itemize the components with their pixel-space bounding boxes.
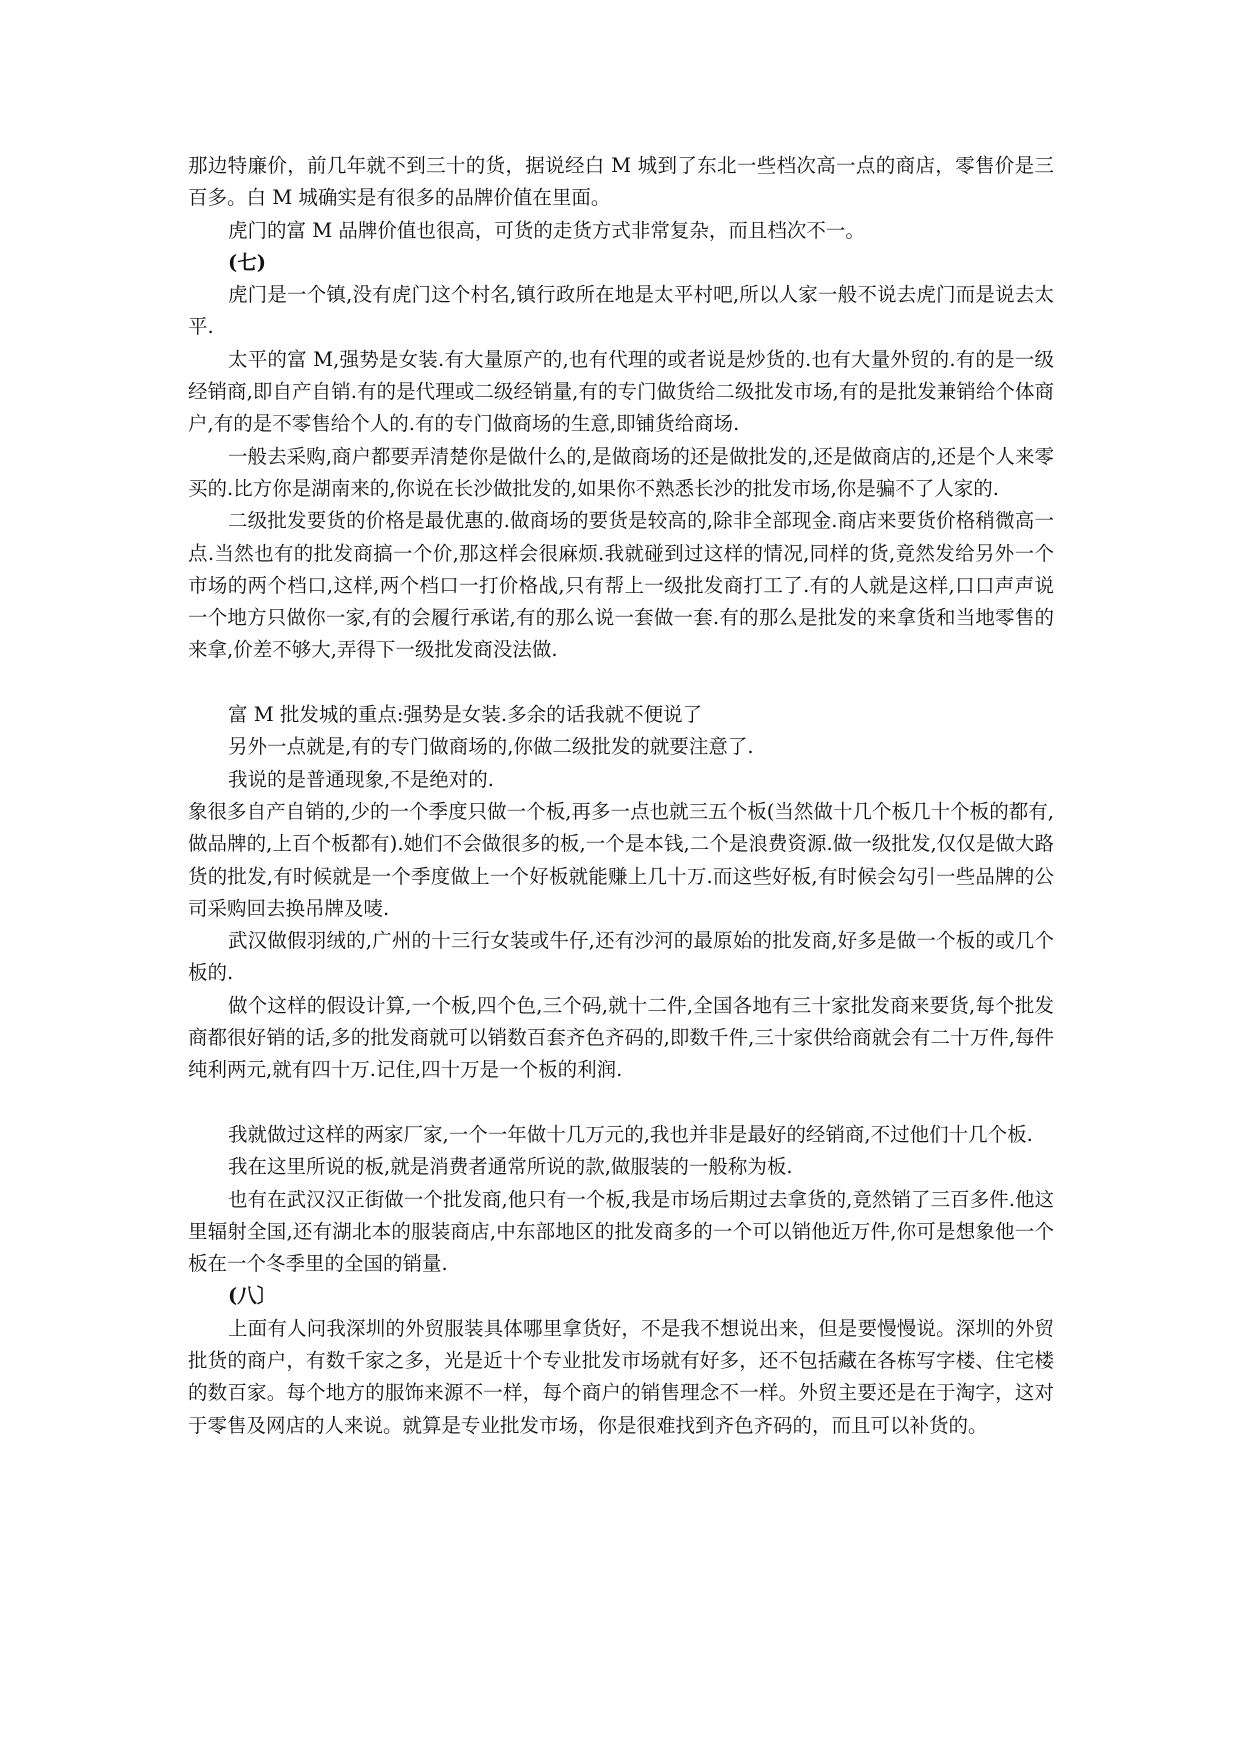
paragraph: 也有在武汉汉正街做一个批发商,他只有一个板,我是市场后期过去拿货的,竟然销了三百多件.他这里辐射全国,还有湖北本的服装商店,中东部地区的批发商多的一个可以销他近万件,你可是想象他一个板在一个冬季里的全国的销量.: [188, 1187, 1054, 1276]
paragraph: 我在这里所说的板,就是消费者通常所说的款,做服装的一般称为板.: [228, 1155, 793, 1179]
paragraph: 一般去采购,商户都要弄清楚你是做什么的,是做商场的还是做批发的,还是做商店的,还是个人来零买的.比方你是湖南来的,你说在长沙做批发的,如果你不熟悉长沙的批发市场,你是骗不了人家的.: [188, 444, 1054, 500]
paragraph: 做个这样的假设计算,一个板,四个色,三个码,就十二件,全国各地有三十家批发商来要货,每个批发商都很好销的话,多的批发商就可以销数百套齐色齐码的,即数千件,三十家供给商就会有二十万件,每件纯利两元,就有四十万.记住,四十万是一个板的利润.: [188, 993, 1054, 1082]
paragraph: 武汉做假羽绒的,广州的十三行女装或牛仔,还有沙河的最原始的批发商,好多是做一个板的或几个板的.: [188, 929, 1054, 985]
section-heading: (八〕: [228, 1284, 277, 1308]
paragraph: 富 M 批发城的重点:强势是女装.多余的话我就不便说了: [228, 703, 703, 727]
paragraph: 我就做过这样的两家厂家,一个一年做十几万元的,我也并非是最好的经销商,不过他们十几个板.: [228, 1122, 1033, 1146]
document-body: [188, 150, 1054, 1442]
paragraph: 虎门的富 M 品牌价值也很高，可货的走货方式非常复杂，而且档次不一。: [228, 218, 865, 242]
paragraph: 虎门是一个镇,没有虎门这个村名,镇行政所在地是太平村吧,所以人家一般不说去虎门而是说去太平.: [188, 283, 1054, 339]
paragraph: 太平的富 M,强势是女装.有大量原产的,也有代理的或者说是炒货的.也有大量外贸的.有的是一级经销商,即自产自销.有的是代理或二级经销量,有的专门做货给二级批发市场,有的是批发兼销给个体商户,有的是不零售给个人的.有的专门做商场的生意,即铺货给商场.: [188, 347, 1054, 436]
paragraph: 二级批发要货的价格是最优惠的.做商场的要货是较高的,除非全部现金.商店来要货价格稍微高一点.当然也有的批发商搞一个价,那这样会很麻烦.我就碰到过这样的情况,同样的货,竟然发给另外一个市场的两个档口,这样,两个档口一打价格战,只有帮上一级批发商打工了.有的人就是这样,口口声声说一个地方只做你一家,有的会履行承诺,有的那么说一套做一套.有的那么是批发的来拿货和当地零售的来拿,价差不够大,弄得下一级批发商没法做.: [188, 509, 1054, 662]
paragraph: 另外一点就是,有的专门做商场的,你做二级批发的就要注意了.: [228, 735, 754, 759]
paragraph: 那边特廉价，前几年就不到三十的货，据说经白 M 城到了东北一些档次高一点的商店，零售价是三百多。白 M 城确实是有很多的品牌价值在里面。: [188, 154, 1054, 210]
paragraph: 我说的是普通现象,不是绝对的.: [228, 767, 494, 791]
section-heading: (七): [228, 250, 266, 274]
blank-line: [188, 1087, 1054, 1119]
paragraph: 象很多自产自销的,少的一个季度只做一个板,再多一点也就三五个板(当然做十几个板几十个板的都有,做品牌的,上百个板都有).她们不会做很多的板,一个是本钱,二个是浪费资源.做一级批发,仅仅是做大路货的批发,有时候就是一个季度做上一个好板就能赚上几十万.而这些好板,有时候会勾引一些品牌的公司采购回去换吊牌及唛.: [188, 799, 1054, 920]
blank-line: [188, 667, 1054, 699]
paragraph: 上面有人问我深圳的外贸服装具体哪里拿货好，不是我不想说出来，但是要慢慢说。深圳的外贸批货的商户，有数千家之多，光是近十个专业批发市场就有好多，还不包括藏在各栋写字楼、住宅楼的数百家。每个地方的服饰来源不一样，每个商户的销售理念不一样。外贸主要还是在于淘字，这对于零售及网店的人来说。就算是专业批发市场，你是很难找到齐色齐码的，而且可以补货的。: [188, 1316, 1054, 1437]
